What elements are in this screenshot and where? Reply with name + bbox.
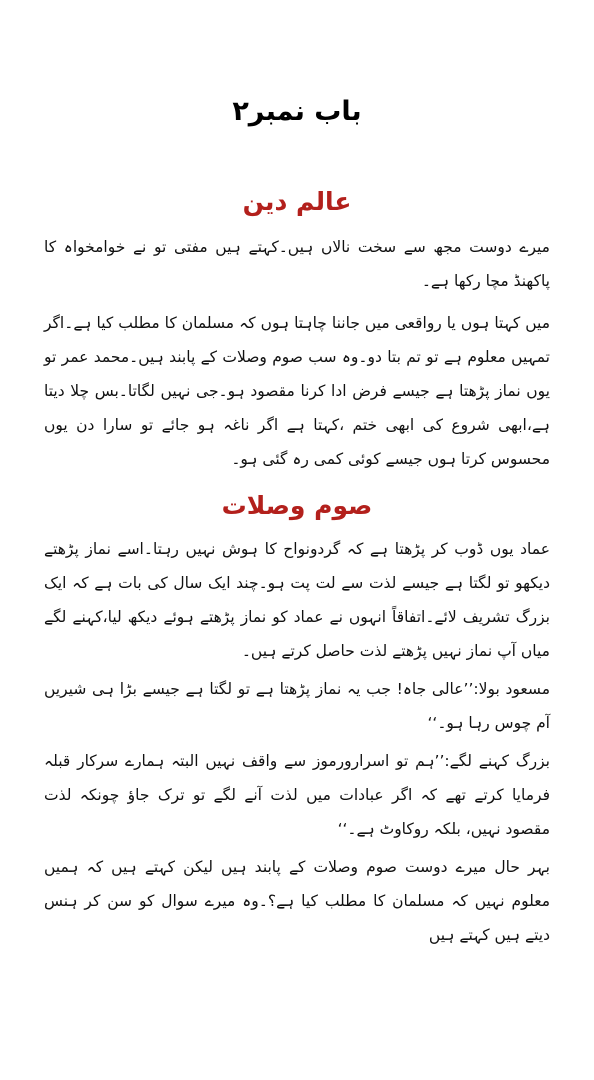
paragraph: میں کہتا ہوں یا رواقعی میں جاننا چاہتا ہوں کہ مسلمان کا مطلب کیا ہے۔اگر تمہیں معلوم ہے تو تم بتا دو۔وہ سب صوم وصلات کے پابند ہیں۔محمد عمر تو یوں نماز پڑھتا ہے جیسے فرض ادا کرنا مقصود ہو۔جی نہیں لگاتا۔بس چلا دیتا ہے،ابھی شروع کی ابھی ختم ،کہتا ہے اگر ناغہ ہو جائے تو سارا دن یوں محسوس کرتا ہوں جیسے کوئی کمی رہ گئی ہو۔	[44, 314, 550, 468]
paragraph: بہر حال میرے دوست صوم وصلات کے پابند ہیں لیکن کہتے ہیں کہ ہمیں معلوم نہیں کہ مسلمان کا مطلب کیا ہے؟۔وہ میرے سوال کو سن کر ہنس دیتے ہیں کہتے ہیں	[44, 858, 550, 944]
chapter-title: باب نمبر۲	[232, 96, 362, 127]
section-title-alim-e-deen: عالم دین	[242, 187, 352, 216]
section-title-som-o-salat: صوم وصلات	[221, 491, 373, 520]
paragraph: مسعود بولا:’’عالی جاہ! جب یہ نماز پڑھتا ہے تو لگتا ہے جیسے بڑا ہی شیریں آم چوس رہا ہو۔‘‘	[44, 680, 550, 732]
paragraph: عماد یوں ڈوب کر پڑھتا ہے کہ گردونواح کا ہوش نہیں رہتا۔اسے نماز پڑھتے دیکھو تو لگتا ہے جیسے لذت سے لت پت ہو۔چند ایک سال کی بات ہے کہ ایک بزرگ تشریف لائے۔اتفاقاً انہوں نے عماد کو نماز پڑھتے ہوئے دیکھ لیا،کہنے لگے میاں آپ نماز نہیں پڑھتے لذت حاصل کرتے ہیں۔	[44, 540, 550, 660]
paragraph: میرے دوست مجھ سے سخت نالاں ہیں۔کہتے ہیں مفتی تو نے خوامخواہ کا پاکھنڈ مچا رکھا ہے۔	[44, 238, 550, 290]
paragraph: بزرگ کہنے لگے:’’ہم تو اسرارورموز سے واقف نہیں البتہ ہمارے سرکار قبلہ فرمایا کرتے تھے کہ اگر عبادات میں لذت آنے لگے تو ترک جاؤ چونکہ لذت مقصود نہیں، بلکہ روکاوٹ ہے۔‘‘	[44, 752, 550, 838]
